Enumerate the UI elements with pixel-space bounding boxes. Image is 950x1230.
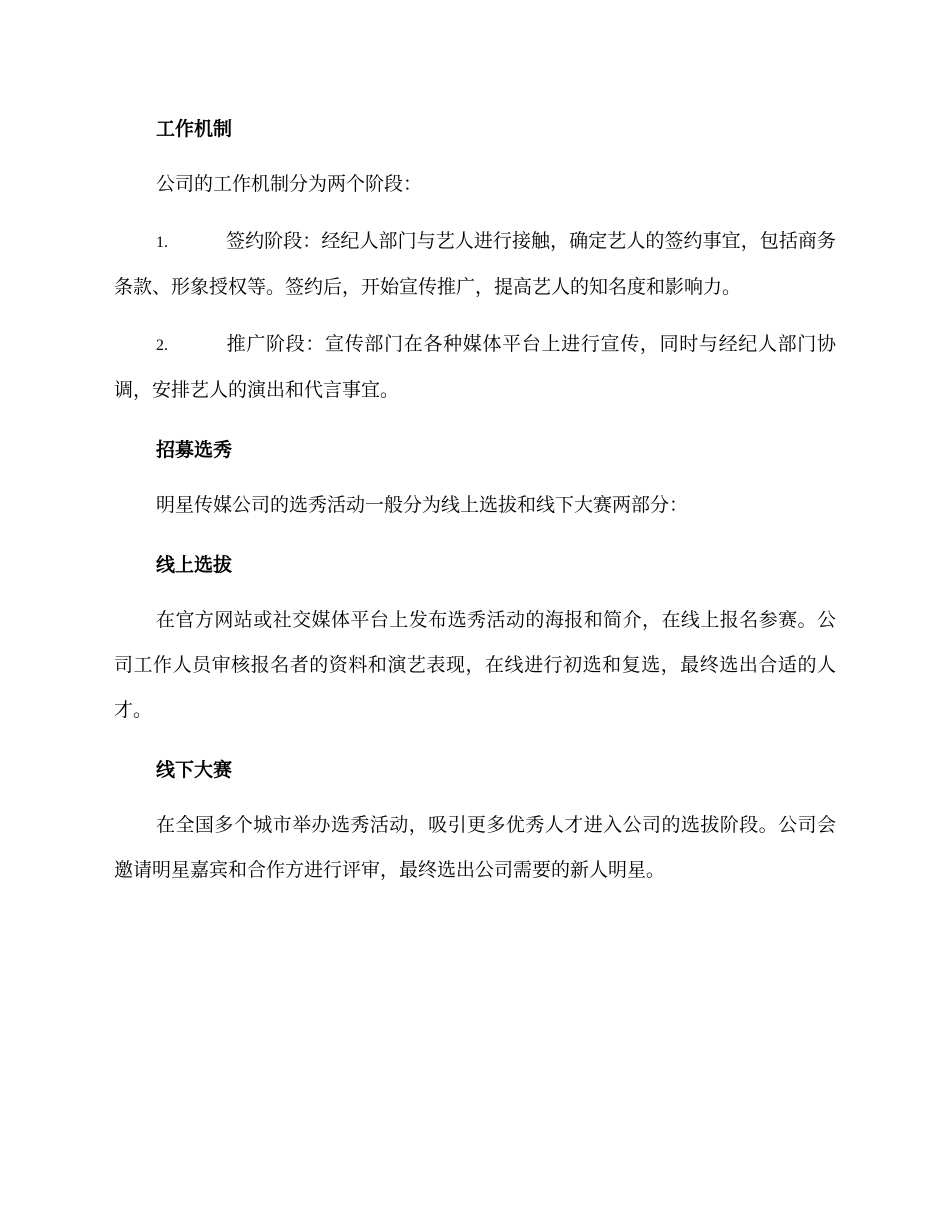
heading-work-mechanism: 工作机制 [156, 118, 233, 140]
list-item-promotion-stage [114, 322, 836, 413]
list-item-text: 推广阶段：宣传部门在各种媒体平台上进行宣传，同时与经纪人部门协调，安排艺人的演出和代言事宜。 [114, 333, 836, 401]
heading-offline-contest: 线下大赛 [156, 759, 233, 781]
paragraph-offline-contest: 在全国多个城市举办选秀活动，吸引更多优秀人才进入公司的选拔阶段。公司会邀请明星嘉宾和合作方进行评审，最终选出公司需要的新人明星。 [114, 814, 836, 881]
paragraph-recruitment-intro: 明星传媒公司的选秀活动一般分为线上选拔和线下大赛两部分： [156, 494, 689, 516]
list-item-signing-stage [114, 219, 836, 310]
paragraph-work-mechanism-intro: 公司的工作机制分为两个阶段： [156, 173, 423, 195]
heading-online-selection: 线上选拔 [156, 554, 233, 576]
list-item-text: 签约阶段：经纪人部门与艺人进行接触，确定艺人的签约事宜，包括商务条款、形象授权等。签约后，开始宣传推广，提高艺人的知名度和影响力。 [114, 230, 836, 298]
document-page [114, 104, 836, 905]
list-number: 2. [156, 337, 168, 354]
list-number: 1. [156, 234, 168, 251]
heading-recruitment: 招募选秀 [156, 439, 233, 461]
paragraph-online-selection: 在官方网站或社交媒体平台上发布选秀活动的海报和简介，在线上报名参赛。公司工作人员审核报名者的资料和演艺表现，在线进行初选和复选，最终选出合适的人才。 [114, 609, 836, 721]
